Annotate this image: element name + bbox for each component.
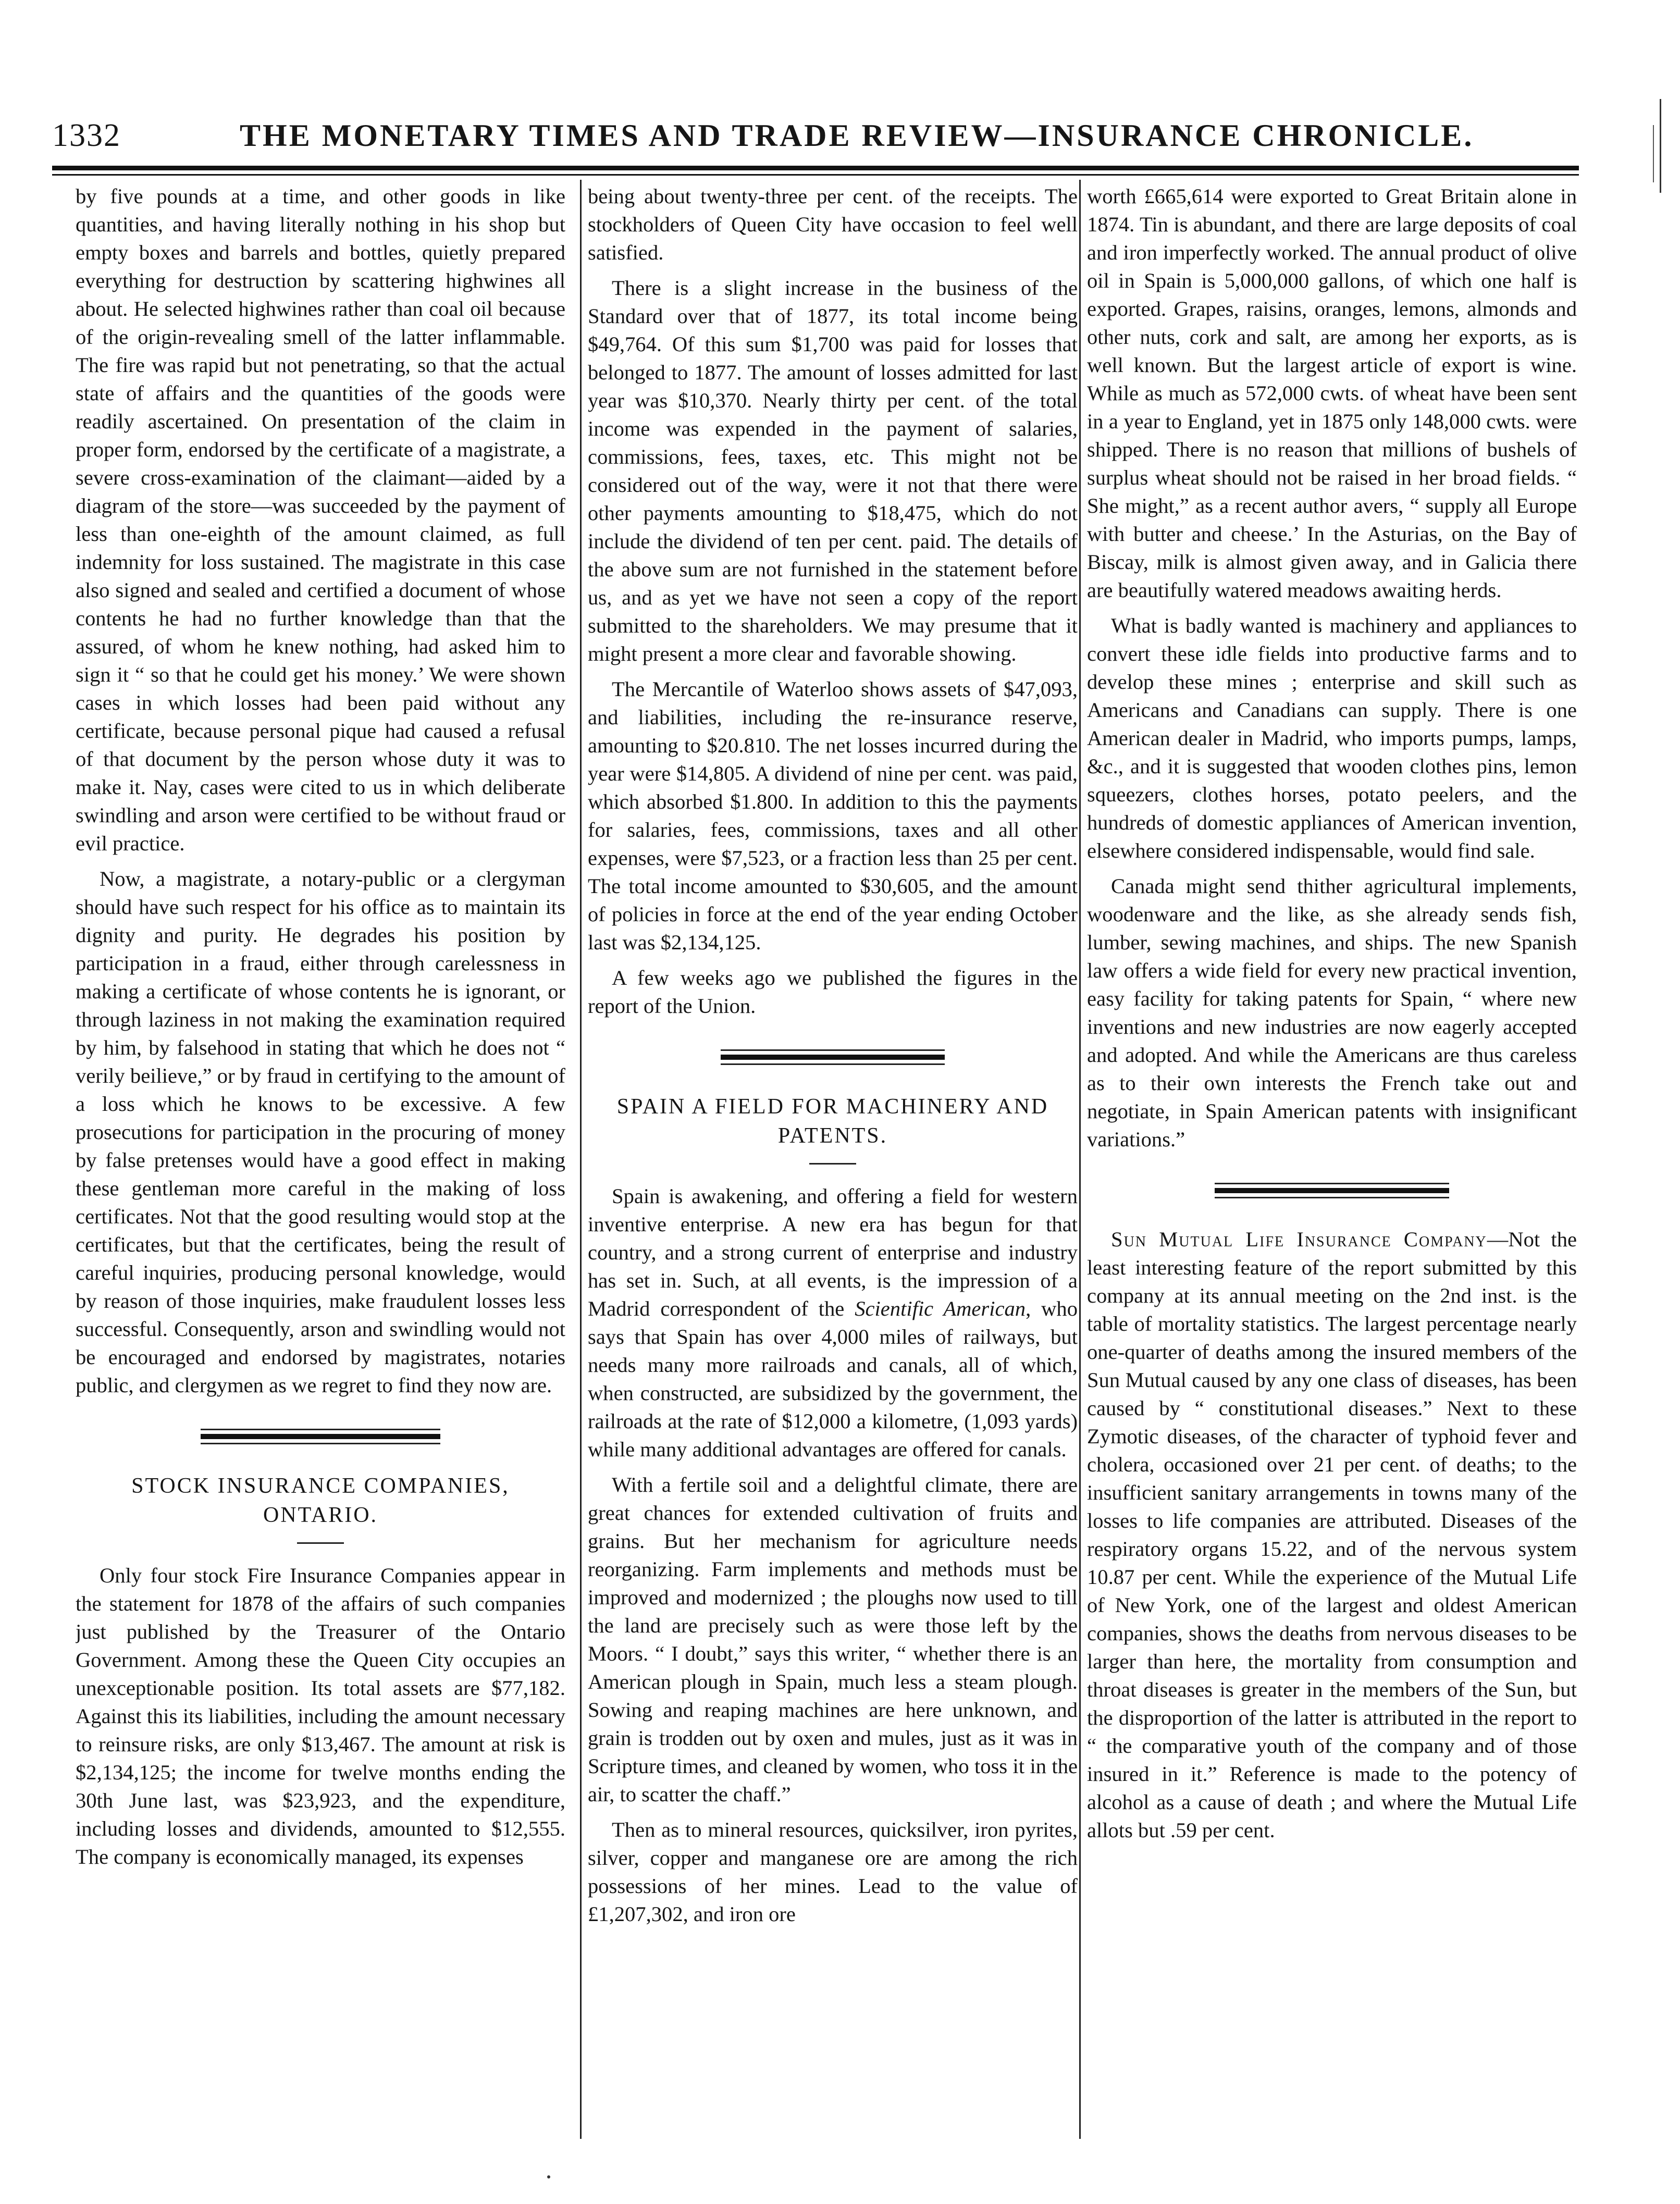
article-separator	[721, 1049, 945, 1065]
article-run-in-heading: Sun Mutual Life Insurance Company	[1111, 1228, 1487, 1251]
page-edge-mark-secondary	[1653, 125, 1654, 182]
article-paragraph: being about twenty-three per cent. of the receipts. The stockholders of Queen City have occasion to feel well satisfied.	[588, 184, 1078, 264]
article-paragraph: by five pounds at a time, and other goods in like quantities, and having literally nothing in his shop but empty boxes and barrels and bottles, quietly prepared everything for destruction by scattering highwines all about. He selected highwines rather than coal oil because of the origin-revealing smell of the latter inflammable. The fire was rapid but not penetrating, so that the actual state of affairs and the quantities of the goods were readily ascertained. On presentation of the claim in proper form, endorsed by the certificate of a magistrate, a severe cross-examination of the claimant—aided by a diagram of the store—was succeeded by the payment of less than one-eighth of the amount claimed, as full indemnity for loss sustained. The magistrate in this case also signed and sealed and certified a document of whose contents he had no further knowledge than that the assured, of whom he knew nothing, had asked him to sign it “ so that he could get his money.’ We were shown cases in which losses had been paid without any certificate, because personal pique had caused a refusal of that document by the person whose duty it was to make it. Nay, cases were cited to us in which deliberate swindling and arson were certified to be without fraud or evil practice.	[76, 184, 565, 855]
heading-line: PATENTS.	[777, 1124, 888, 1148]
column-divider-1	[580, 180, 582, 2139]
article-paragraph: Canada might send thither agricultural implements, woodenware and the like, as she already sends fish, lumber, sewing machines, and ships. The new Spanish law offers a wide field for every new practical invention, easy facility for taking patents for Spain, “ where new inventions and new industries are now eagerly accepted and adopted. And while the Americans are thus careless as to their own interests the French take out and negotiate, in Spain American patents with insignificant variations.”	[1087, 874, 1577, 1151]
article-paragraph	[588, 1182, 1078, 1464]
article-paragraph: Then as to mineral resources, quicksilver, iron pyrites, silver, copper and manganese ore are among the rich possessions of her mines. Lead to the value of £1,207,302, and iron ore	[588, 1818, 1078, 1926]
article-paragraph	[1087, 1225, 1577, 1844]
article-paragraph: Now, a magistrate, a notary-public or a clergyman should have such respect for his office as to maintain its dignity and purity. He degrades his position by participation in a fraud, either through carelessness in making a certificate of whose contents he is ignorant, or through laziness in not making the examination required by him, by falsehood in stating that which he does not “ verily beilieve,” or by fraud in certifying to the amount of a loss which he knows to be excessive. A few prosecutions for participation in the procuring of money by false pretenses would have a good effect in making these gentleman more careful in the making of loss certificates. Not that the good resulting would stop at the certificates, but that the certificates, being the result of careful inquiries, producing personal knowledge, would by reason of those inquiries, make fraudulent losses less successful. Consequently, arson and swindling would not be encouraged and endorsed by magistrates, notaries public, and clergymen as we regret to find they now are.	[76, 867, 565, 1397]
article-paragraph: There is a slight increase in the business of the Standard over that of 1877, its total income being $49,764. Of this sum $1,700 was paid for losses that belonged to 1877. The amount of losses admitted for last year was $10,370. Nearly thirty per cent. of the total income was expended in the payment of salaries, commissions, fees, taxes, etc. This might not be considered out of the way, were it not that there were other payments amounting to $18,475, which do not include the dividend of ten per cent. paid. The details of the above sum are not furnished in the statement before us, and as yet we have not seen a copy of the report submitted to the shareholders. We may presume that it might present a more clear and favorable showing.	[588, 276, 1078, 665]
heading-short-rule	[809, 1163, 856, 1165]
column-2	[588, 182, 1078, 2141]
heading-line: STOCK INSURANCE COMPANIES,	[131, 1474, 510, 1498]
header-rule-thick	[52, 166, 1579, 170]
page-edge-mark	[1660, 99, 1661, 193]
masthead-title: THE MONETARY TIMES AND TRADE REVIEW—INSURANCE CHRONICLE.	[240, 118, 1474, 153]
article-heading-spain	[588, 1092, 1078, 1150]
article-paragraph: With a fertile soil and a delightful climate, there are great chances for extended cultivation of fruits and grains. But her mechanism for agriculture needs reorganizing. Farm implements and methods must be improved and modernized ; the ploughs now used to till the land are precisely such as were those left by the Moors. “ I doubt,” says this writer, “ whether there is an American plough in Spain, much less a steam plough. Sowing and reaping machines are here unknown, and grain is trodden out by oxen and mules, just as it was in Scripture times, and cleaned by women, who toss it in the air, to scatter the chaff.”	[588, 1473, 1078, 1806]
article-heading-stock-insurance	[76, 1471, 565, 1530]
article-paragraph: The Mercantile of Waterloo shows assets of $47,093, and liabilities, including the re-insurance reserve, amounting to $20.810. The net losses incurred during the year were $14,805. A dividend of nine per cent. was paid, which absorbed $1.800. In addition to this the payments for salaries, fees, commissions, taxes and all other expenses, were $7,523, or a fraction less than 25 per cent. The total income amounted to $30,605, and the amount of policies in force at the end of the year ending October last was $2,134,125.	[588, 677, 1078, 954]
paragraph-text: —Not the least interesting feature of the report submitted by this company at its annual meeting on the 2nd inst. is the table of mortality statistics. The largest percentage nearly one-quarter of deaths among the insured members of the Sun Mutual caused by any one class of diseases, has been caused by “ constitutional diseases.” Next to these Zymotic diseases, of the character of typhoid fever and cholera, occasioned over 21 per cent. of deaths; to the insufficient sanitary arrangements in towns many of the losses to life companies are attributed. Diseases of the respiratory organs 15.22, and of the nervous system 10.87 per cent. While the experience of the Mutual Life of New York, one of the largest and oldest American companies, shows the deaths from nervous diseases to be larger than here, the mortality from consumption and throat diseases is greater in the members of the Sun, but the disproportion of the latter is attributed in the report to “ the comparative youth of the company and of those insured in it.” Reference is made to the potency of alcohol as a cause of death ; and where the Mutual Life allots but .59 per cent.	[1087, 1228, 1577, 1842]
column-3	[1087, 182, 1577, 2141]
article-paragraph: What is badly wanted is machinery and appliances to convert these idle fields into productive farms and to develop these mines ; enterprise and skill such as Americans and Canadians can supply. There is one American dealer in Madrid, who imports pumps, lamps, &c., and it is suggested that wooden clothes pins, lemon squeezers, clothes horses, potato peelers, and the hundreds of domestic appliances of American invention, elsewhere considered indispensable, would find sale.	[1087, 614, 1577, 862]
header-rule-thin	[52, 174, 1579, 176]
print-speck	[547, 2175, 550, 2178]
page-header	[52, 107, 1579, 164]
column-1	[76, 182, 565, 2141]
article-separator	[201, 1429, 440, 1444]
column-divider-2	[1079, 180, 1081, 2139]
heading-line: SPAIN A FIELD FOR MACHINERY AND	[616, 1095, 1049, 1119]
article-paragraph: worth £665,614 were exported to Great Britain alone in 1874. Tin is abundant, and there are large deposits of coal and iron imperfectly worked. The annual product of olive oil in Spain is 5,000,000 gallons, of which one half is exported. Grapes, raisins, oranges, lemons, almonds and other nuts, cork and salt, are among her exports, as is well known. But the largest article of export is wine. While as much as 572,000 cwts. of wheat have been sent in a year to England, yet in 1875 only 148,000 cwts. were shipped. There is no reason that millions of bushels of surplus wheat should not be raised in her broad fields. “ She might,” as a recent author avers, “ supply all Europe with butter and cheese.’ In the Asturias, on the Bay of Biscay, milk is almost given away, and in Galicia there are beautifully watered meadows awaiting herds.	[1087, 184, 1577, 602]
article-paragraph: Only four stock Fire Insurance Companies appear in the statement for 1878 of the affairs of such companies just published by the Treasurer of the Ontario Government. Among these the Queen City occupies an unexceptionable position. Its total assets are $77,182. Against this its liabilities, including the amount necessary to reinsure risks, are only $13,467. The amount at risk is $2,134,125; the income for twelve months ending the 30th June last, was $23,923, and the expenditure, including losses and dividends, amounted to $12,555. The company is economically managed, its expenses	[76, 1564, 565, 1868]
heading-line: ONTARIO.	[263, 1503, 378, 1527]
heading-short-rule	[297, 1542, 344, 1544]
paragraph-text: Spain is awakening, and offering a field for western inventive enterprise. A new era has begun for that country, and a strong current of enterprise and industry has set in. Such, at all events, is the impression of a Madrid correspondent of the	[588, 1184, 1078, 1320]
page-number: 1332	[52, 118, 121, 153]
article-separator	[1215, 1183, 1449, 1198]
paragraph-text: , who says that Spain has over 4,000 miles of railways, but needs many more railroads and canals, all of which, when constructed, are subsidized by the government, the railroads at the rate of $12,000 a kilometre, (1,093 yards) while many additional advantages are offered for canals.	[588, 1297, 1078, 1461]
publication-name: Scientific American	[855, 1297, 1026, 1320]
article-paragraph: A few weeks ago we published the figures in the report of the Union.	[588, 966, 1078, 1018]
